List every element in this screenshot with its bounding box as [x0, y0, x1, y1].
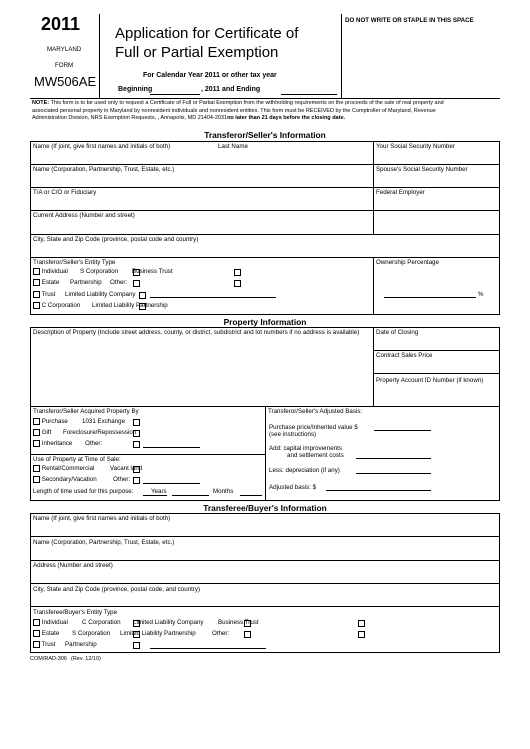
months-field[interactable] [172, 495, 209, 496]
seller-entity-row4 [33, 302, 80, 310]
buyer-estate-checkbox[interactable] [33, 630, 40, 637]
property-description-field[interactable]: Description of Property (Include street address, county, or district, subdistrict and lot numbers if no address is available) [33, 329, 360, 336]
form-state: MARYLAND [47, 46, 82, 53]
buyer-row-line-4 [30, 606, 500, 607]
buyer-partnership-checkbox[interactable] [133, 642, 140, 649]
buyer-trust-label: Trust [41, 641, 56, 649]
gift-label: Gift [41, 429, 52, 437]
buyer-entity-type-label: Transferee/Buyer's Entity Type [33, 609, 118, 616]
seller-other [110, 279, 127, 286]
seller-section-title: Transferor/Seller's Information [204, 130, 326, 140]
buyer-llp [120, 630, 196, 637]
buyer-partnership-label: Partnership [65, 641, 97, 648]
buyer-other-field[interactable] [150, 648, 266, 649]
months-end-field[interactable] [240, 495, 262, 496]
seller-partnership [70, 279, 102, 286]
seller-employer-field[interactable]: Federal Employer [376, 189, 425, 196]
purchase-checkbox[interactable] [33, 418, 40, 425]
foreclosure-option [63, 429, 136, 436]
seller-row-line-3 [30, 210, 500, 211]
seller-entity-row2 [33, 279, 59, 287]
header-divider [99, 14, 100, 98]
seller-s-corp-label: S Corporation [80, 268, 119, 275]
buyer-individual-checkbox[interactable] [33, 619, 40, 626]
acquired-other-label: Other: [85, 440, 103, 447]
property-basis-divider [265, 406, 266, 501]
seller-last-name-field[interactable]: Last Name [218, 143, 248, 150]
ending-date-field[interactable] [281, 94, 337, 95]
length-label: Length of time used for this purpose: [33, 488, 134, 495]
buyer-name-field[interactable]: Name (If joint, give first names and initials of both) [33, 515, 171, 522]
rental-checkbox[interactable] [33, 465, 40, 472]
seller-ownership-label: Ownership Percentage [376, 259, 439, 266]
seller-row-line-2 [30, 187, 500, 188]
seller-ownership-divider [373, 257, 374, 315]
seller-city-field[interactable]: City, State and Zip Code (province, postal code and country) [33, 236, 199, 243]
seller-partnership-checkbox[interactable] [133, 280, 140, 287]
exchange-label: 1031 Exchange [82, 418, 126, 425]
beginning-date-field[interactable] [150, 94, 200, 95]
buyer-entity-row1 [33, 619, 68, 627]
form-revision: (Rev. 12/10) [71, 656, 101, 662]
do-not-write-label: DO NOT WRITE OR STAPLE IN THIS SPACE [345, 17, 474, 24]
form-label: FORM [55, 62, 74, 69]
buyer-other [212, 630, 229, 637]
form-code: COM/RAD-306 [30, 656, 67, 662]
buyer-address-field[interactable]: Address (Number and street) [33, 562, 113, 569]
buyer-section-title: Transferee/Buyer's Information [203, 503, 327, 513]
buyer-row-line-3 [30, 583, 500, 584]
seller-entity-row3 [33, 291, 55, 299]
use-label: Use of Property at Time of Sale: [33, 456, 121, 463]
adjusted-label: Adjusted basis: $ [269, 484, 317, 491]
seller-other-checkbox[interactable] [234, 280, 241, 287]
vacant-checkbox[interactable] [133, 466, 140, 473]
buyer-other-checkbox[interactable] [358, 631, 365, 638]
form-subtitle: For Calendar Year 2011 or other tax year [143, 72, 277, 79]
seller-address-field[interactable]: Current Address (Number and street) [33, 212, 135, 219]
note-label: NOTE: [32, 100, 50, 106]
seller-s-corp [80, 268, 118, 275]
seller-ownership-field[interactable] [384, 297, 476, 298]
gift-checkbox[interactable] [33, 429, 40, 436]
seller-trust-checkbox[interactable] [33, 291, 40, 298]
use-row2 [33, 476, 97, 484]
purchase-label: Purchase [41, 418, 68, 426]
seller-percent-sign: % [478, 291, 484, 298]
property-column-divider [373, 327, 374, 406]
seller-row-line-4 [30, 234, 500, 235]
buyer-entity-row2 [33, 630, 59, 638]
property-section-title: Property Information [223, 317, 307, 327]
note-line3a: Administration Division, NRS Exemption Requests, [32, 115, 157, 122]
seller-partnership-label: Partnership [70, 279, 102, 286]
note-top-border [30, 98, 500, 99]
seller-spouse-ssn-field[interactable]: Spouse's Social Security Number [376, 166, 468, 173]
seller-estate-checkbox[interactable] [33, 279, 40, 286]
seller-trust-label: Trust [41, 291, 56, 299]
buyer-business-trust-label: Business Trust [218, 619, 259, 626]
seller-business-trust-checkbox[interactable] [234, 269, 241, 276]
ending-label: , 2011 and Ending [201, 86, 261, 93]
beginning-label: Beginning [118, 86, 153, 93]
seller-llc-checkbox[interactable] [139, 292, 146, 299]
months-label: Months [213, 488, 234, 495]
buyer-business-trust-checkbox[interactable] [358, 620, 365, 627]
note-line3c: no later than 21 days before the closing date. [227, 115, 346, 122]
property-closing-divider [373, 350, 500, 351]
seller-other-label: Other: [110, 279, 128, 286]
use-other-checkbox[interactable] [133, 477, 140, 484]
form-year: 2011 [41, 14, 81, 34]
seller-llp-label: Limited Liability Partnership [92, 302, 168, 309]
buyer-c-corp-label: C Corporation [82, 619, 121, 626]
form-title-line1: Application for Certificate of [115, 25, 299, 42]
acquired-row3 [33, 440, 72, 448]
buyer-other-label: Other: [212, 630, 230, 637]
buyer-corp-name-field[interactable]: Name (Corporation, Partnership, Trust, Estate, etc.) [33, 539, 175, 546]
seller-business-trust [132, 268, 173, 275]
seller-entity-row1 [33, 268, 68, 276]
acquired-other-checkbox[interactable] [133, 441, 140, 448]
seller-llc-label: Limited Liability Company [65, 291, 136, 298]
seller-individual-label: Individual [41, 268, 68, 276]
use-other-option [113, 476, 130, 483]
buyer-llc [133, 619, 204, 626]
acquired-row1 [33, 418, 68, 426]
inheritance-label: Inheritance [41, 440, 73, 448]
seller-llc [65, 291, 136, 298]
vacant-label: Vacant land [110, 465, 143, 472]
buyer-llp-label: Limited Liability Partnership [120, 630, 196, 637]
buyer-s-corp-label: S Corporation [72, 630, 111, 637]
buyer-row-line-1 [30, 536, 500, 537]
years-label: Years [151, 488, 167, 495]
less-label: Less: depreciation (if any) [269, 467, 340, 474]
secondary-label: Secondary/Vacation [41, 476, 97, 484]
add-field[interactable] [356, 458, 431, 459]
property-closing-field[interactable]: Date of Closing [376, 329, 419, 336]
add-label-1: Add: capital improvements [269, 445, 342, 452]
property-price-divider [373, 373, 500, 374]
buyer-city-field[interactable]: City, State and Zip Code (province, postal code, and country) [33, 586, 201, 593]
office-use-border [341, 14, 342, 98]
note-text [32, 100, 502, 122]
acquired-other-field[interactable] [143, 447, 200, 448]
buyer-llp-checkbox[interactable] [244, 631, 251, 638]
buyer-estate-label: Estate [41, 630, 60, 638]
seller-row-line-1 [30, 164, 500, 165]
seller-c-corp-label: C Corporation [41, 302, 81, 310]
seller-individual-checkbox[interactable] [33, 268, 40, 275]
seller-business-trust-label: Business Trust [132, 268, 173, 275]
seller-other-field[interactable] [150, 297, 276, 298]
exchange-checkbox[interactable] [133, 419, 140, 426]
form-number: MW506AE [34, 74, 97, 89]
property-account-field[interactable]: Property Account ID Number (if known) [376, 377, 484, 384]
use-row1 [33, 465, 94, 473]
foreclosure-label: Foreclosure/Repossession [63, 429, 137, 436]
purchase-price-label: Purchase price/Inherited value $ [269, 424, 358, 431]
less-field[interactable] [356, 473, 431, 474]
buyer-llc-label: Limited Liability Company [133, 619, 204, 626]
use-other-label: Other: [113, 476, 131, 483]
seller-row-line-5 [30, 257, 500, 258]
seller-ta-field[interactable]: T/A or C/O or Fiduciary [33, 189, 97, 196]
buyer-business-trust [218, 619, 259, 626]
note-line2: associated personal property in Maryland by nonresident individuals and nonresident entities. This form must be RECEIVED by the Comptroller of Maryland, Revenue [32, 107, 436, 114]
property-use-divider [30, 454, 265, 455]
form-title-line2: Full or Partial Exemption [115, 44, 279, 61]
adjusted-field[interactable] [326, 490, 431, 491]
buyer-individual-label: Individual [41, 619, 68, 627]
note-line3b: , Annapolis, MD 21404-2031 [157, 115, 228, 122]
inheritance-checkbox[interactable] [33, 440, 40, 447]
add-label-2: and settlement costs [287, 452, 344, 459]
exchange-option [82, 418, 125, 425]
seller-corp-name-field[interactable]: Name (Corporation, Partnership, Trust, Estate, etc.) [33, 166, 175, 173]
property-price-field[interactable]: Contract Sales Price [376, 352, 433, 359]
seller-c-corp-checkbox[interactable] [33, 302, 40, 309]
use-other-field[interactable] [143, 483, 200, 484]
adjusted-basis-title: Transferor/Seller's Adjusted Basis: [268, 408, 363, 415]
buyer-s-corp [72, 630, 110, 637]
buyer-row-line-2 [30, 560, 500, 561]
seller-ssn-field[interactable]: Your Social Security Number [376, 143, 455, 150]
property-acquired-label: Transferor/Seller Acquired Property By [33, 408, 139, 415]
note-line1: This form is to be used only to request a Certificate of Full or Partial Exemption from the withholding requirements on the proceeds of the sale of real property and [50, 100, 444, 106]
seller-entity-type-label: Transferor/Seller's Entity Type [33, 259, 116, 266]
seller-estate-label: Estate [41, 279, 60, 287]
seller-llp [92, 302, 168, 309]
buyer-partnership [65, 641, 97, 648]
purchase-price-field[interactable] [374, 430, 431, 431]
secondary-checkbox[interactable] [33, 476, 40, 483]
buyer-entity-row3 [33, 641, 55, 649]
buyer-c-corp [82, 619, 121, 626]
foreclosure-checkbox[interactable] [133, 430, 140, 437]
seller-name-field[interactable]: Name (If joint, give first names and initials of both) [33, 143, 171, 150]
buyer-trust-checkbox[interactable] [33, 641, 40, 648]
acquired-row2 [33, 429, 51, 437]
acquired-other-option [85, 440, 102, 447]
rental-label: Rental/Commercial [41, 465, 95, 473]
purchase-price-note: (see instructions) [269, 431, 317, 438]
